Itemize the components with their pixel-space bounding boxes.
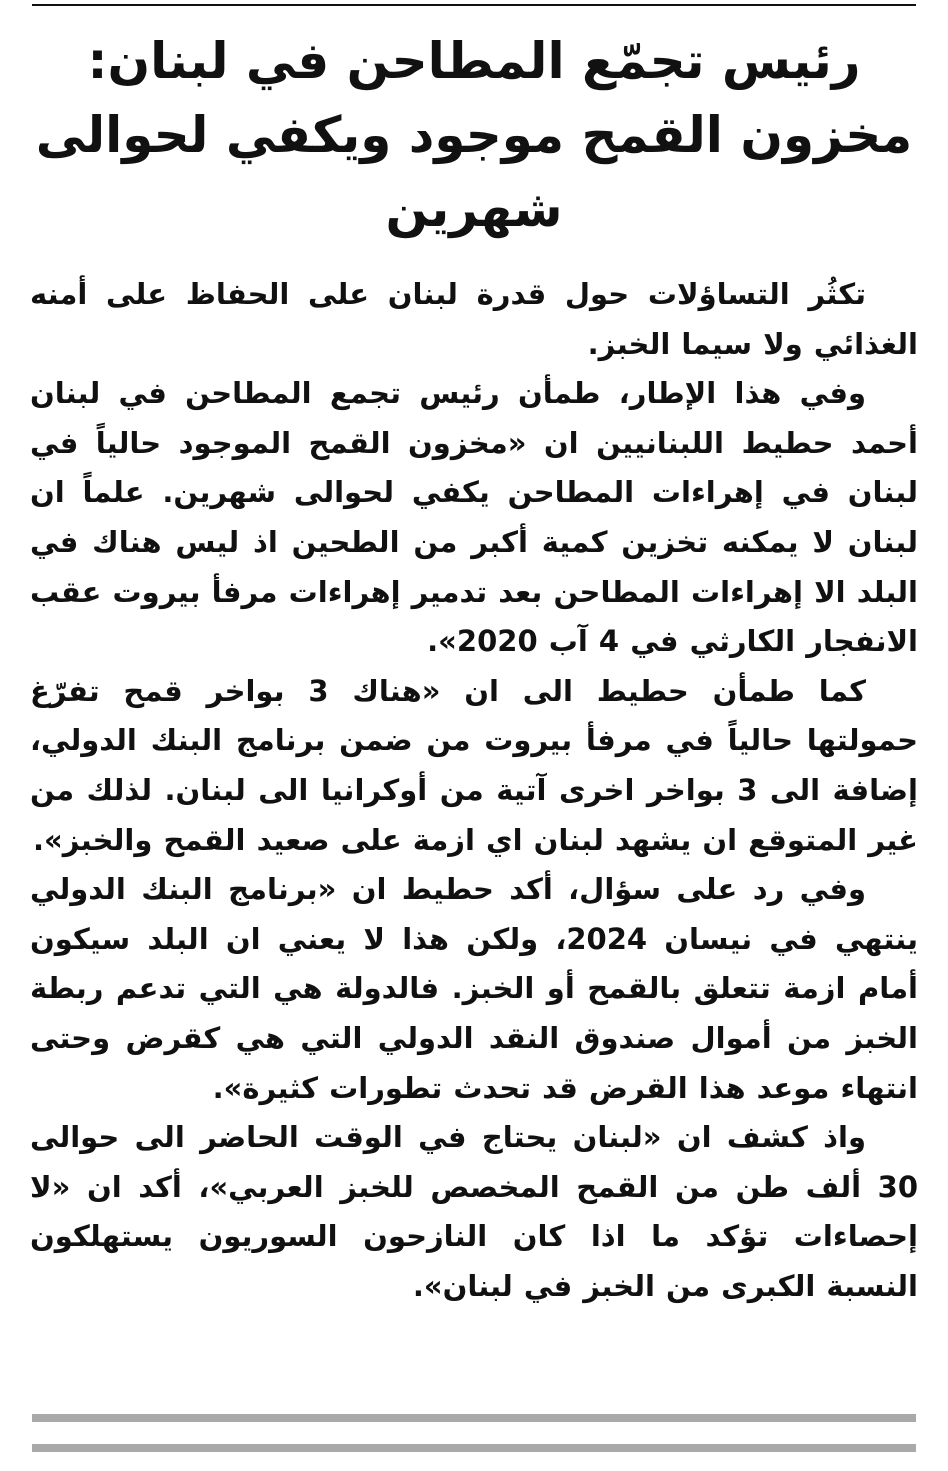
paragraph-1: تكثُر التساؤلات حول قدرة لبنان على الحفاظ على أمنه الغذائي ولا سيما الخبز. bbox=[30, 277, 918, 361]
paragraph-5: واذ كشف ان «لبنان يحتاج في الوقت الحاضر الى حوالى 30 ألف طن من القمح المخصص للخبز العربي»، أكد ان «لا إحصاءات تؤكد ما اذا كان النازحون السوريون يستهلكون النسبة الكبرى من الخبز في لبنان». bbox=[30, 1120, 918, 1303]
paragraph-3: كما طمأن حطيط الى ان «هناك 3 بواخر قمح تفرّغ حمولتها حالياً في مرفأ بيروت من ضمن برنامج البنك الدولي، إضافة الى 3 بواخر اخرى آتية من أوكرانيا الى لبنان. لذلك من غير المتوقع ان يشهد لبنان اي ازمة على صعيد القمح والخبز». bbox=[30, 673, 918, 857]
bottom-rule-1 bbox=[32, 1414, 916, 1422]
paragraph-2: وفي هذا الإطار، طمأن رئيس تجمع المطاحن في لبنان أحمد حطيط اللبنانيين ان «مخزون القمح الموجود حالياً في لبنان في إهراءات المطاحن يكفي لحوالى شهرين. علماً ان لبنان لا يمكنه تخزين كمية أكبر من الطحين اذ ليس هناك في البلد الا إهراءات المطاحن بعد تدمير إهراءات مرفأ بيروت عقب الانفجار الكارثي في 4 آب 2020». bbox=[30, 376, 918, 659]
bottom-rule-2 bbox=[32, 1444, 916, 1452]
paragraph-4: وفي رد على سؤال، أكد حطيط ان «برنامج البنك الدولي ينتهي في نيسان 2024، ولكن هذا لا يعني ان البلد سيكون أمام ازمة تتعلق بالقمح أو الخبز. فالدولة هي التي تدعم ربطة الخبز من أموال صندوق النقد الدولي التي هي كقرض وحتى انتهاء موعد هذا القرض قد تحدث تطورات كثيرة». bbox=[30, 872, 918, 1105]
top-rule bbox=[32, 4, 916, 6]
headline: رئيس تجمّع المطاحن في لبنان: مخزون القمح موجود ويكفي لحوالى شهرين bbox=[35, 32, 913, 238]
article bbox=[30, 24, 918, 1311]
